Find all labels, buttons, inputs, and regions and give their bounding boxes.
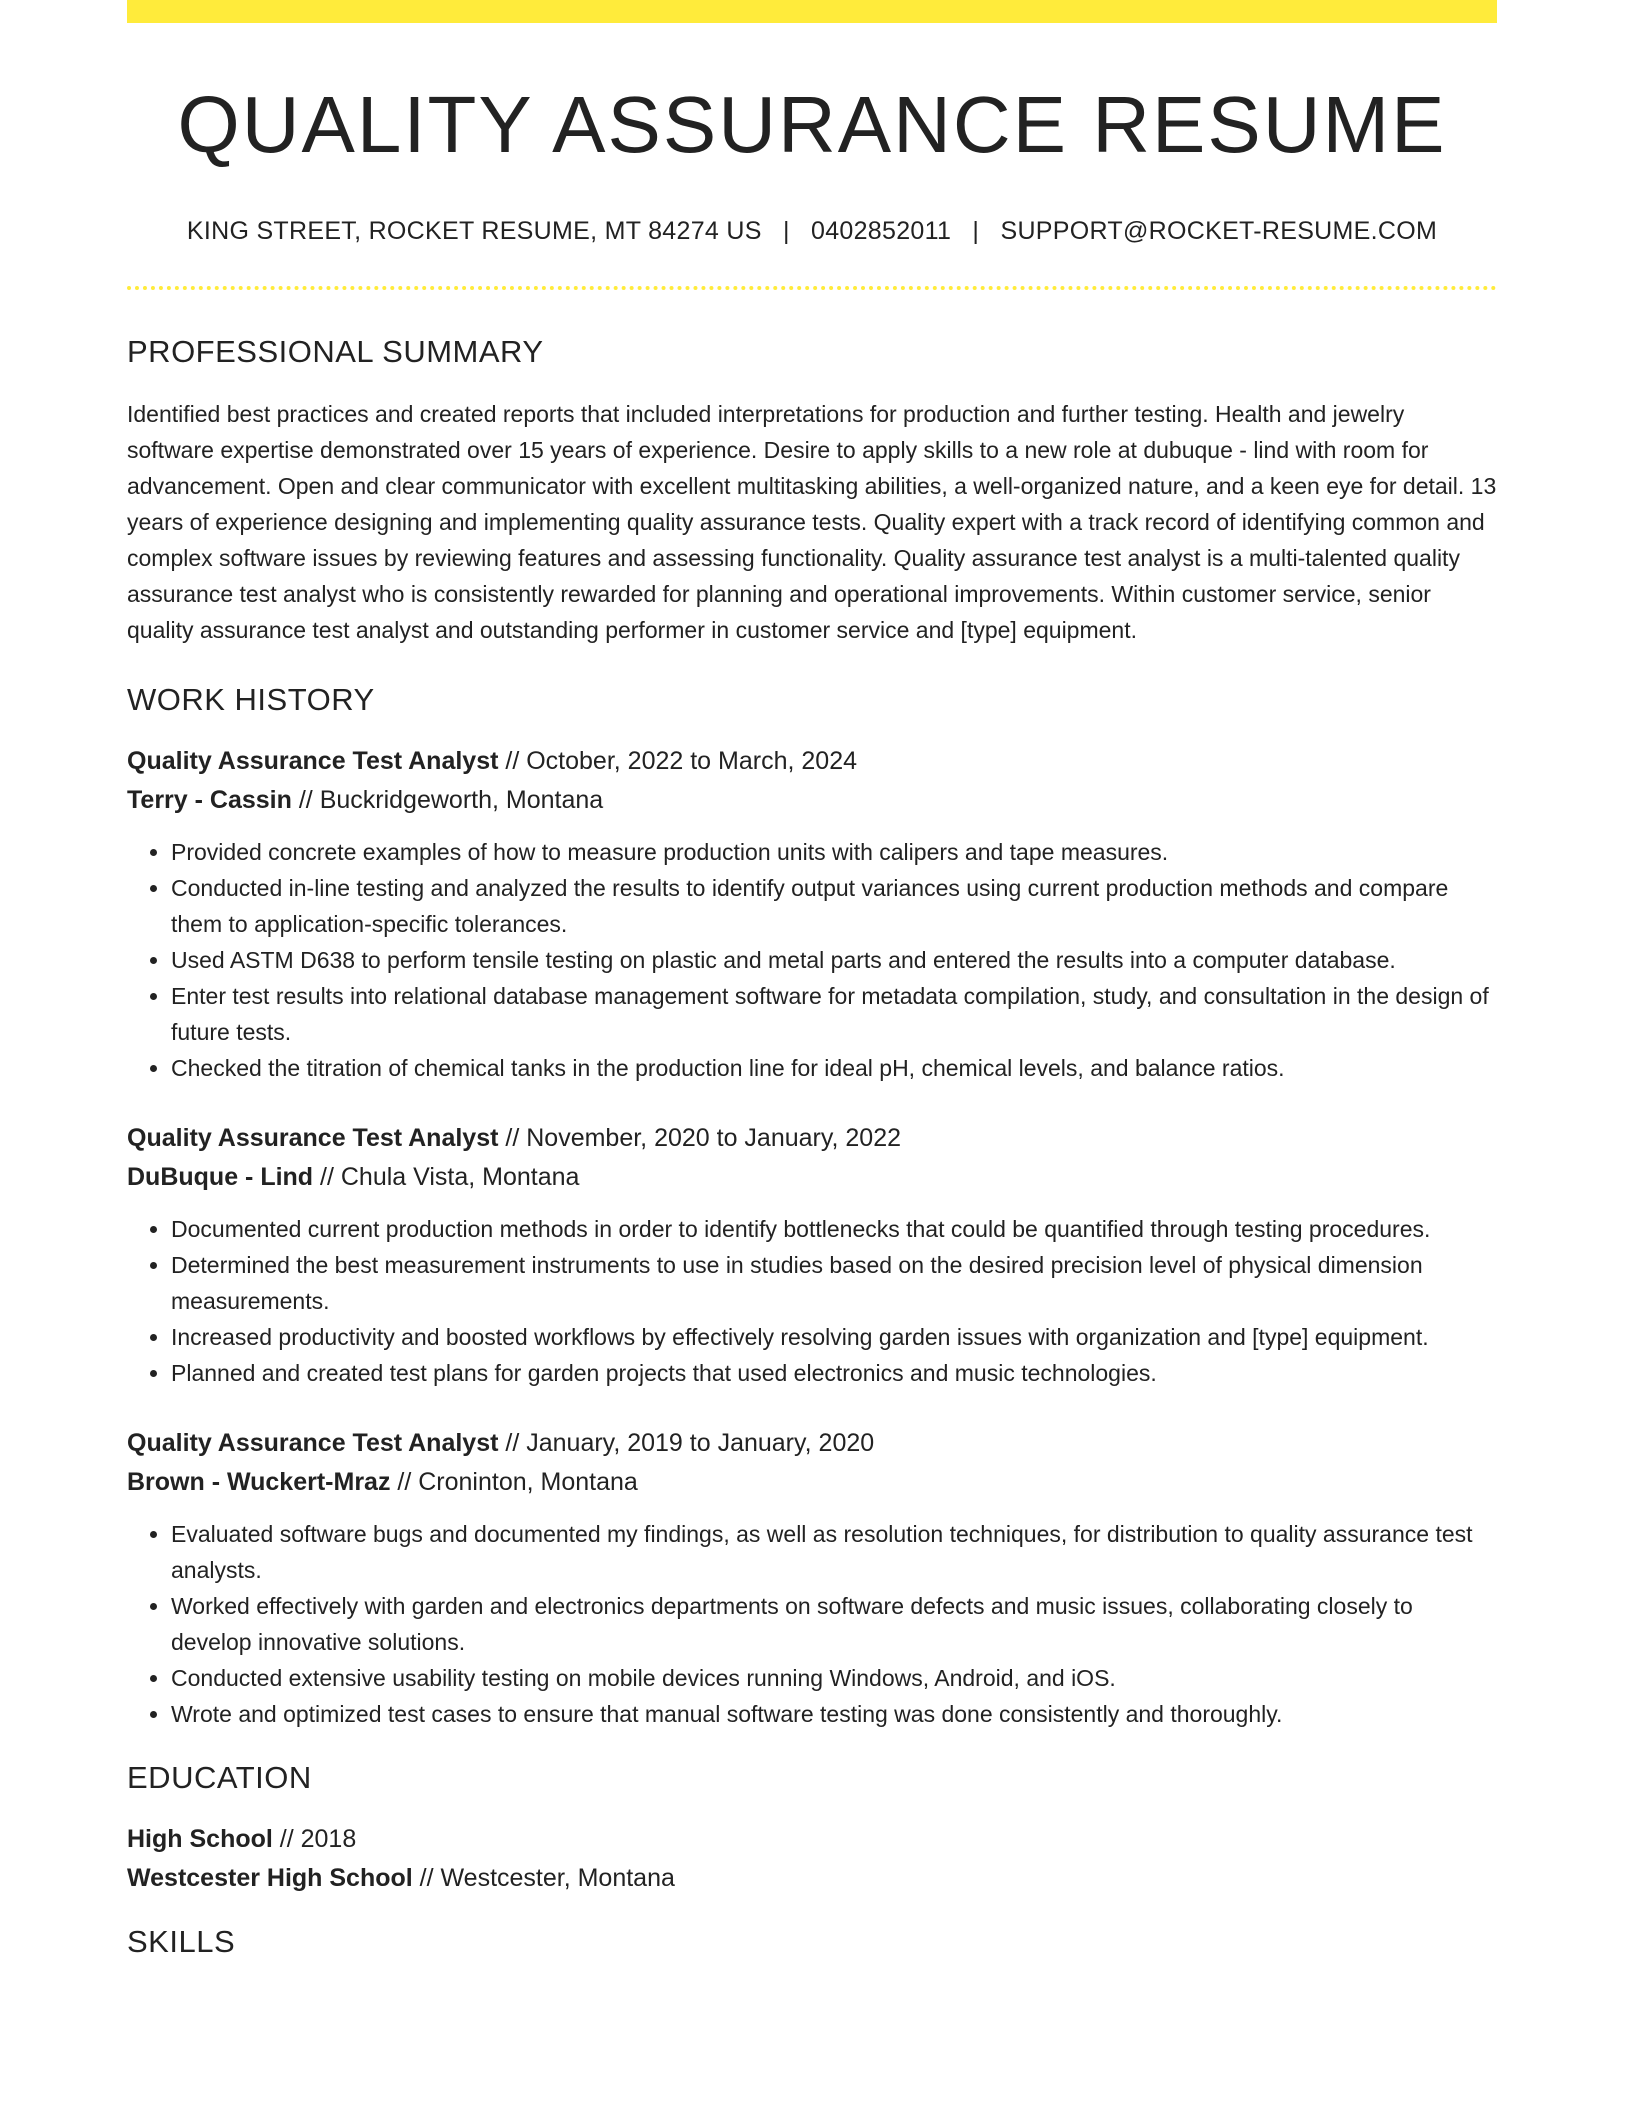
header-divider [127, 286, 1497, 290]
job-title-line [127, 742, 1497, 781]
summary-text: Identified best practices and created reports that included interpretations for production and further testing. Health and jewelry software expertise demonstrated over 15 years of experience. Desire to apply skills to a new role at dubuque - lind with room for advancement. Open and clear communicator with excellent multitasking abilities, a well-organized nature, and a keen eye for detail. 13 years of experience designing and implementing quality assurance tests. Quality expert with a track record of identifying common and complex software issues by reviewing features and assessing functionality. Quality assurance test analyst is a multi-talented quality assurance test analyst who is consistently rewarded for planning and operational improvements. Within customer service, senior quality assurance test analyst and outstanding performer in customer service and [type] equipment. [127, 401, 1497, 643]
job-company: Terry - Cassin [127, 786, 292, 814]
job-entry [127, 742, 1497, 1086]
education-year: 2018 [300, 1825, 357, 1853]
job-dates: November, 2020 to January, 2022 [526, 1124, 902, 1152]
job-company-line [127, 781, 1497, 820]
job-bullets [127, 1516, 1497, 1732]
job-title: Quality Assurance Test Analyst [127, 1124, 499, 1152]
list-item: • Planned and created test plans for garden projects that used electronics and music technologies. [171, 1355, 1497, 1391]
contact-email: SUPPORT@ROCKET-RESUME.COM [1000, 217, 1438, 245]
job-separator: // [498, 1124, 527, 1152]
job-title: Quality Assurance Test Analyst [127, 1429, 499, 1457]
job-dates: January, 2019 to January, 2020 [526, 1429, 875, 1457]
education-separator: // [272, 1825, 301, 1853]
job-separator: // [313, 1163, 341, 1191]
education-separator: // [412, 1864, 441, 1892]
list-item: • Conducted extensive usability testing on mobile devices running Windows, Android, and iOS. [171, 1660, 1497, 1696]
education-location: Westcester, Montana [440, 1864, 675, 1892]
job-company-line [127, 1463, 1497, 1502]
list-item: • Evaluated software bugs and documented my findings, as well as resolution techniques, for distribution to quality assurance test analysts. [171, 1516, 1497, 1588]
job-title: Quality Assurance Test Analyst [127, 747, 499, 775]
education-degree-line [127, 1820, 1497, 1859]
list-item: • Increased productivity and boosted workflows by effectively resolving garden issues with organization and [type] equipment. [171, 1319, 1497, 1355]
job-company: Brown - Wuckert-Mraz [127, 1468, 391, 1496]
job-bullets [127, 1211, 1497, 1391]
job-dates: October, 2022 to March, 2024 [526, 747, 857, 775]
job-location: Buckridgeworth, Montana [319, 786, 604, 814]
education-entry [127, 1820, 1497, 1898]
education-school: Westcester High School [127, 1864, 413, 1892]
job-company: DuBuque - Lind [127, 1163, 314, 1191]
job-location: Chula Vista, Montana [340, 1163, 580, 1191]
list-item: • Provided concrete examples of how to measure production units with calipers and tape measures. [171, 834, 1497, 870]
job-entry [127, 1119, 1497, 1391]
list-item: • Wrote and optimized test cases to ensure that manual software testing was done consistently and thoroughly. [171, 1696, 1497, 1732]
list-item: • Worked effectively with garden and electronics departments on software defects and music issues, collaborating closely to develop innovative solutions. [171, 1588, 1497, 1660]
list-item: • Checked the titration of chemical tanks in the production line for ideal pH, chemical levels, and balance ratios. [171, 1050, 1497, 1086]
work-history-heading: WORK HISTORY [127, 682, 375, 717]
contact-phone: 0402852011 [810, 217, 952, 245]
list-item: • Enter test results into relational database management software for metadata compilation, study, and consultation in the design of future tests. [171, 978, 1497, 1050]
resume-title: QUALITY ASSURANCE RESUME [177, 80, 1447, 169]
list-item: • Determined the best measurement instruments to use in studies based on the desired precision level of physical dimension measurements. [171, 1247, 1497, 1319]
education-degree: High School [127, 1825, 273, 1853]
job-title-line [127, 1119, 1497, 1158]
education-heading: EDUCATION [127, 1760, 312, 1795]
job-separator: // [291, 786, 320, 814]
skills-heading: SKILLS [127, 1924, 236, 1959]
contact-address: KING STREET, ROCKET RESUME, MT 84274 US [186, 217, 762, 245]
contact-separator: | [782, 217, 790, 245]
job-separator: // [498, 747, 527, 775]
job-separator: // [390, 1468, 419, 1496]
summary-heading: PROFESSIONAL SUMMARY [127, 334, 544, 369]
list-item: • Used ASTM D638 to perform tensile testing on plastic and metal parts and entered the results into a computer database. [171, 942, 1497, 978]
education-school-line [127, 1859, 1497, 1898]
job-title-line [127, 1424, 1497, 1463]
job-bullets [127, 834, 1497, 1086]
job-location: Croninton, Montana [418, 1468, 638, 1496]
list-item: • Documented current production methods in order to identify bottlenecks that could be quantified through testing procedures. [171, 1211, 1497, 1247]
accent-bar [127, 0, 1497, 23]
list-item: • Conducted in-line testing and analyzed the results to identify output variances using current production methods and compare them to application-specific tolerances. [171, 870, 1497, 942]
job-entry [127, 1424, 1497, 1732]
job-company-line [127, 1158, 1497, 1197]
job-separator: // [498, 1429, 527, 1457]
contact-separator: | [972, 217, 980, 245]
contact-line [127, 217, 1497, 246]
resume-page [127, 0, 1497, 1960]
